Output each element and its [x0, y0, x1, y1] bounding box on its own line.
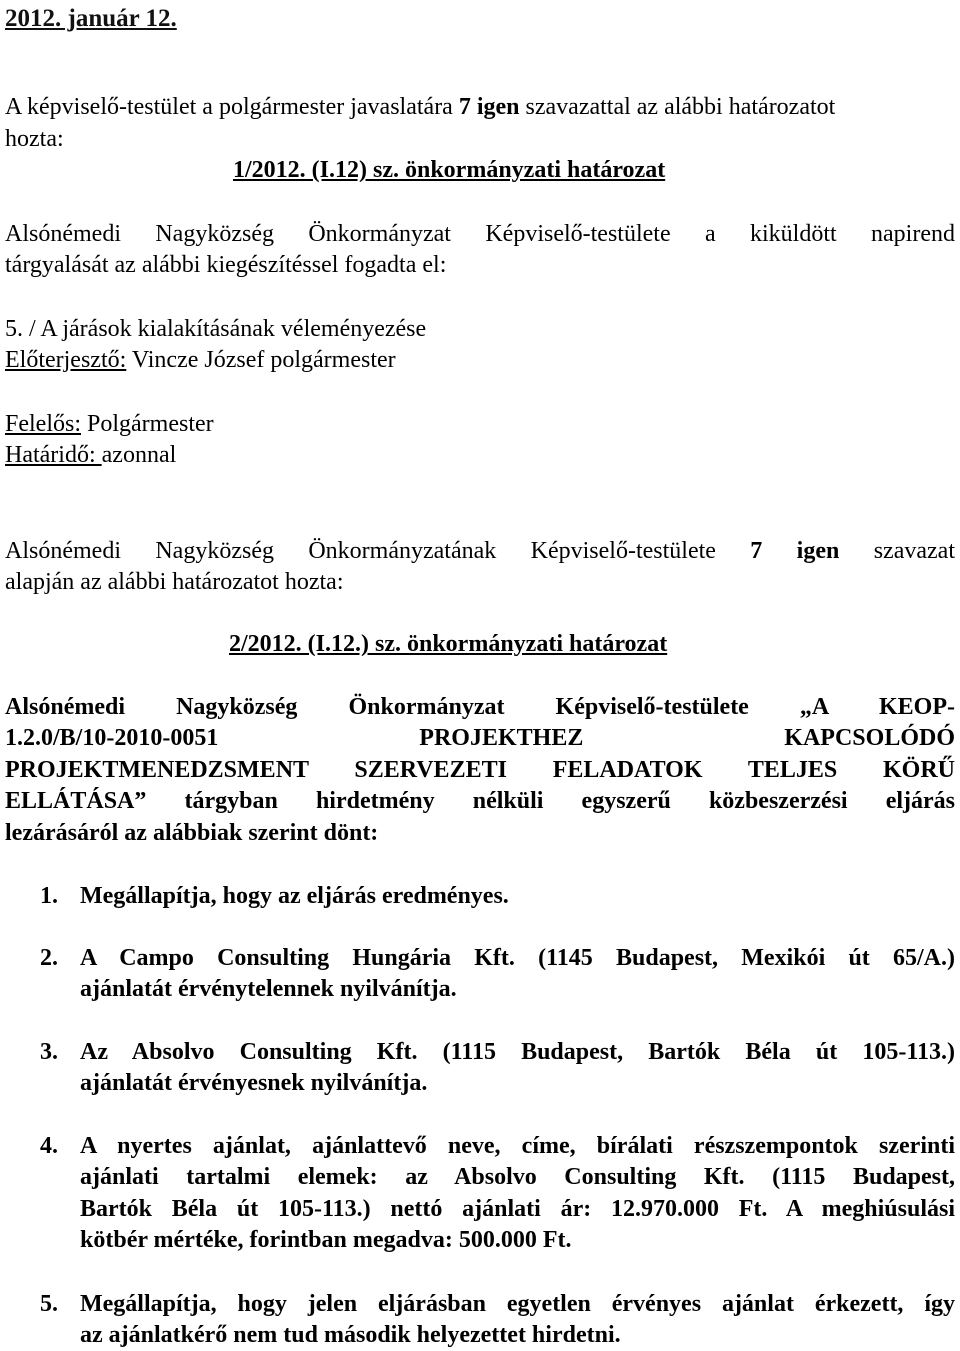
- vote-count: 7 igen: [750, 538, 840, 564]
- item-text-line: Bartók Béla út 105-113.) nettó ajánlati ár: 12.970.000 Ft. A meghiúsulási: [80, 1196, 955, 1222]
- item-text-line: A nyertes ajánlat, ajánlattevő neve, címe, bírálati részszempontok szerinti: [80, 1133, 955, 1159]
- item-number: 3.: [40, 1039, 58, 1065]
- presenter-label: Előterjesztő:: [5, 347, 127, 373]
- deadline-value: azonnal: [101, 442, 177, 468]
- agenda-item: 5. / A járások kialakításának véleményezése: [5, 316, 427, 342]
- item-number: 1.: [40, 883, 58, 909]
- vote-line-2: alapján az alábbi határozatot hozta:: [5, 569, 344, 595]
- responsible-value: Polgármester: [81, 411, 214, 437]
- item-text-line: Megállapítja, hogy az eljárás eredményes.: [80, 883, 509, 909]
- resolution-2-body-line: PROJEKTMENEDZSMENT SZERVEZETI FELADATOK TELJES KÖRŰ: [5, 757, 955, 783]
- resolution-1-text-line: tárgyalását az alábbi kiegészítéssel fogadta el:: [5, 252, 447, 278]
- presenter-value: Vincze József polgármester: [126, 347, 396, 373]
- item-number: 2.: [40, 945, 58, 971]
- resolution-2-body-line: lezárásáról az alábbiak szerint dönt:: [5, 820, 379, 846]
- intro-line: [5, 92, 955, 122]
- item-text-line: Megállapítja, hogy jelen eljárásban egyetlen érvényes ajánlat érkezett, így: [80, 1291, 955, 1317]
- deadline-label: Határidő:: [5, 442, 102, 468]
- item-text-line: kötbér mértéke, forintban megadva: 500.000 Ft.: [80, 1227, 572, 1253]
- item-text-line: az ajánlatkérő nem tud második helyezettet hirdetni.: [80, 1322, 621, 1348]
- resolution-2-body-line: Alsónémedi Nagyközség Önkormányzat Képviselő-testülete „A KEOP-: [5, 694, 955, 720]
- resolution-2-body-line: 1.2.0/B/10-2010-0051 PROJEKTHEZ KAPCSOLÓDÓ: [5, 725, 955, 751]
- resolution-2-body-line: ELLÁTÁSA” tárgyban hirdetmény nélküli egyszerű közbeszerzési eljárás: [5, 788, 955, 814]
- vote-line: [5, 536, 955, 566]
- agenda-presenter: [5, 345, 955, 375]
- agenda-deadline: [5, 440, 955, 470]
- responsible-label: Felelős:: [5, 411, 81, 437]
- intro-votes: 7 igen: [458, 94, 520, 120]
- resolution-1-text-line: Alsónémedi Nagyközség Önkormányzat Képviselő-testülete a kiküldött napirend: [5, 221, 955, 247]
- item-text-line: Az Absolvo Consulting Kft. (1115 Budapest, Bartók Béla út 105-113.): [80, 1039, 955, 1065]
- item-text-line: ajánlatát érvénytelennek nyilvánítja.: [80, 976, 457, 1002]
- item-number: 4.: [40, 1133, 58, 1159]
- intro-line-2: hozta:: [5, 126, 64, 152]
- intro-text-after: szavazattal az alábbi határozatot: [519, 94, 836, 120]
- vote-text-after: szavazat: [839, 538, 955, 564]
- resolution-2-title: 2/2012. (I.12.) sz. önkormányzati határozat: [229, 631, 668, 657]
- item-number: 5.: [40, 1291, 58, 1317]
- vote-text: Alsónémedi Nagyközség Önkormányzatának Képviselő-testülete: [5, 538, 751, 564]
- agenda-responsible: [5, 409, 955, 439]
- resolution-1-title: 1/2012. (I.12) sz. önkormányzati határozat: [233, 157, 666, 183]
- item-text-line: ajánlati tartalmi elemek: az Absolvo Consulting Kft. (1115 Budapest,: [80, 1164, 955, 1190]
- item-text-line: ajánlatát érvényesnek nyilvánítja.: [80, 1070, 428, 1096]
- document-date: 2012. január 12.: [5, 5, 177, 32]
- item-text-line: A Campo Consulting Hungária Kft. (1145 Budapest, Mexikói út 65/A.): [80, 945, 955, 971]
- intro-text: A képviselő-testület a polgármester javaslatára: [5, 94, 459, 120]
